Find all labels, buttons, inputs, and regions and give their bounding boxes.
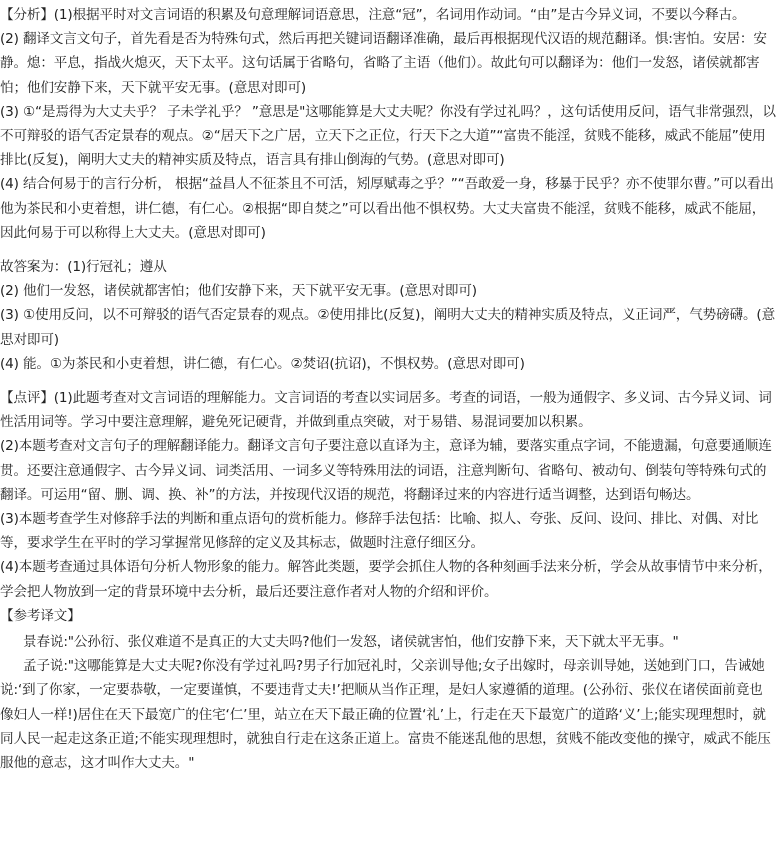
answer-line-4: (4) 能。①为茶民和小吏着想，讲仁德，有仁心。②焚诏(抗诏)，不惧权势。(意思对即可)	[0, 355, 525, 372]
comment-paragraph-2: (2)本题考查对文言句子的理解翻译能力。翻译文言句子要注意以直译为主，意译为辅，要落实重点字词，不能遗漏，句意要通顺连贯。还要注意通假字、古今异义词、词类活用、一词多义等特殊用法的词语，注意判断句、省略句、被动句、倒装句等特殊句式的翻译。可运用“留、删、调、换、补”的方法，并按现代汉语的规范，将翻译过来的内容进行适当调整，达到语句畅达。	[0, 438, 772, 503]
analysis-paragraph-1: 【分析】(1)根据平时对文言词语的积累及句意理解词语意思，注意“冠”，名词用作动词。“由”是古今异义词，不要以今释古。	[0, 7, 746, 23]
analysis-section	[0, 3, 776, 245]
answer-line-2: (2) 他们一发怒，诸侯就都害怕；他们安静下来，天下就平安无事。(意思对即可)	[0, 283, 477, 300]
answer-line-1: 故答案为：(1)行冠礼；遵从	[0, 259, 167, 276]
analysis-paragraph-4: (4) 结合何易于的言行分析， 根据“益昌人不征茶且不可活，矧厚赋毒之乎？”“吾敢爱一身，移暴于民乎？亦不使罪尔曹。”可以看出他为茶民和小吏着想，讲仁德，有仁心。②根据“即自焚之”可以看出他不惧权势。大丈夫富贵不能淫，贫贱不能移，威武不能屈，因此何易于可以称得上大丈夫。(意思对即可)	[0, 176, 774, 241]
section-gap	[0, 376, 776, 386]
answer-line-3: (3) ①使用反问，以不可辩驳的语气否定景春的观点。②使用排比(反复)，阐明大丈夫的精神实质及特点，义正词严，气势磅礴。(意思对即可)	[0, 307, 776, 348]
comment-section	[0, 386, 776, 604]
comment-paragraph-3: (3)本题考查学生对修辞手法的判断和重点语句的赏析能力。修辞手法包括：比喻、拟人、夸张、反问、设问、排比、对偶、对比等，要求学生在平时的学习掌握常见修辞的定义及其标志，做题时注意仔细区分。	[0, 511, 759, 552]
translation-paragraph-1: 景春说:"公孙衍、张仪难道不是真正的大丈夫吗?他们一发怒，诸侯就害怕，他们安静下来，天下就太平无事。"	[23, 634, 679, 651]
section-gap	[0, 245, 776, 255]
comment-paragraph-4: (4)本题考查通过具体语句分析人物形象的能力。解答此类题，要学会抓住人物的各种刻画手法来分析，学会从故事情节中来分析，学会把人物放到一定的背景环境中去分析，最后还要注意作者对人物的介绍和评价。	[0, 559, 772, 600]
answer-section	[0, 255, 776, 376]
comment-paragraph-1: 【点评】(1)此题考查对文言词语的理解能力。文言词语的考查以实词居多。考查的词语，一般为通假字、多义词、古今异义词、词性活用词等。学习中要注意理解，避免死记硬背，并做到重点突破，对于易错、易混词要加以积累。	[0, 390, 772, 431]
translation-paragraph-2: 孟子说:"这哪能算是大丈夫呢?你没有学过礼吗?男子行加冠礼时，父亲训导他;女子出嫁时，母亲训导她，送她到门口，告诫她说:‘到了你家，一定要恭敬，一定要谨慎，不要违背丈夫!’把顺从当作正理，是妇人家遵循的道理。(公孙衍、张仪在诸侯面前竟也像妇人一样!)居住在天下最宽广的住宅‘仁’里，站立在天下最正确的位置‘礼’上，行走在天下最宽广的道路‘义’上;能实现理想时，就同人民一起走这条正道;不能实现理想时，就独自行走在这条正道上。富贵不能迷乱他的思想，贫贱不能改变他的操守，威武不能压服他的意志，这才叫作大丈夫。"	[0, 658, 771, 772]
analysis-paragraph-2: (2) 翻译文言文句子，首先看是否为特殊句式，然后再把关键词语翻译准确，最后再根据现代汉语的规范翻译。惧:害怕。安居：安静。熄：平息，指战火熄灭，天下太平。这句话属于省略句，省略了主语（他们）。故此句可以翻译为：他们一发怒，诸侯就都害怕；他们安静下来，天下就平安无事。(意思对即可)	[0, 31, 767, 96]
translation-section	[0, 604, 776, 775]
analysis-paragraph-3: (3) ①“是焉得为大丈夫乎？ 子未学礼乎？ ”意思是"这哪能算是大丈夫呢？你没有学过礼吗？，这句话使用反问，语气非常强烈，以不可辩驳的语气否定景春的观点。②“居天下之广居，立天下之正位，行天下之大道”“富贵不能淫，贫贱不能移，威武不能屈”使用排比(反复)，阐明大丈夫的精神实质及特点，语言具有排山倒海的气势。(意思对即可)	[0, 103, 776, 169]
translation-heading: 【参考译文】	[0, 607, 81, 624]
